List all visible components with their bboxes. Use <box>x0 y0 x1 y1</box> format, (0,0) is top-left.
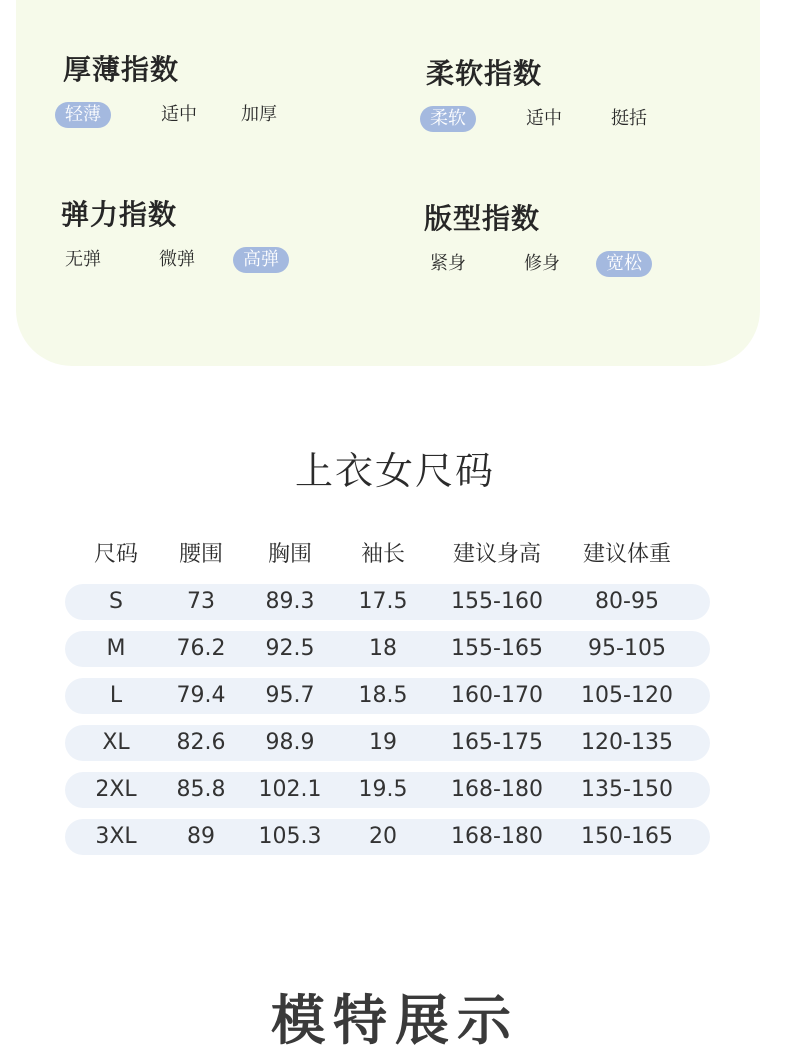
softness-option-soft: 柔软 <box>420 106 476 132</box>
fit-option-tight: 紧身 <box>430 253 466 274</box>
elasticity-options <box>61 247 381 273</box>
table-cell: 79.4 <box>176 683 226 708</box>
fit-option-slim: 修身 <box>524 253 560 274</box>
header-sleeve: 袖长 <box>360 542 406 567</box>
table-cell: 102.1 <box>258 777 322 802</box>
header-waist: 腰围 <box>178 542 224 567</box>
table-cell: 2XL <box>95 777 137 802</box>
fabric-index-panel <box>16 0 760 366</box>
table-cell: 95-105 <box>588 636 666 661</box>
model-display-title: 模特展示 <box>271 989 519 1052</box>
elasticity-index-title: 弹力指数 <box>61 198 178 231</box>
fit-options <box>424 251 744 277</box>
table-cell: 92.5 <box>265 636 315 661</box>
table-cell: 85.8 <box>176 777 226 802</box>
table-cell: 17.5 <box>358 589 408 614</box>
table-cell: 105.3 <box>258 824 322 849</box>
table-cell: 18.5 <box>358 683 408 708</box>
softness-options <box>426 106 746 132</box>
fit-option-loose: 宽松 <box>596 251 652 277</box>
table-cell: 135-150 <box>581 777 673 802</box>
table-cell: XL <box>102 730 130 755</box>
table-row <box>65 584 710 620</box>
thickness-option-thick: 加厚 <box>241 104 277 125</box>
softness-index-title: 柔软指数 <box>426 57 543 90</box>
table-cell: 89.3 <box>265 589 315 614</box>
table-cell: 19 <box>369 730 397 755</box>
table-cell: 89 <box>187 824 215 849</box>
table-cell: 95.7 <box>265 683 315 708</box>
size-chart-header <box>0 530 790 580</box>
table-row <box>65 819 710 855</box>
table-cell: 150-165 <box>581 824 673 849</box>
table-row <box>65 631 710 667</box>
table-cell: 168-180 <box>451 824 543 849</box>
table-row <box>65 725 710 761</box>
table-cell: L <box>109 683 123 708</box>
table-cell: M <box>106 636 126 661</box>
table-row <box>65 772 710 808</box>
table-row <box>65 678 710 714</box>
table-cell: 76.2 <box>176 636 226 661</box>
table-cell: 82.6 <box>176 730 226 755</box>
table-cell: 155-160 <box>451 589 543 614</box>
thickness-options <box>63 102 383 128</box>
table-cell: 73 <box>187 589 215 614</box>
header-size: 尺码 <box>93 542 139 567</box>
softness-option-medium: 适中 <box>526 108 562 129</box>
header-chest: 胸围 <box>267 542 313 567</box>
table-cell: 80-95 <box>595 589 659 614</box>
table-cell: 160-170 <box>451 683 543 708</box>
table-cell: 120-135 <box>581 730 673 755</box>
table-cell: 168-180 <box>451 777 543 802</box>
fit-index-title: 版型指数 <box>424 202 541 235</box>
table-cell: S <box>109 589 123 614</box>
size-chart-title: 上衣女尺码 <box>294 449 495 493</box>
header-weight: 建议体重 <box>582 542 672 567</box>
table-cell: 20 <box>369 824 397 849</box>
softness-option-stiff: 挺括 <box>611 108 647 129</box>
thickness-index-title: 厚薄指数 <box>63 53 180 86</box>
elasticity-option-high: 高弹 <box>233 247 289 273</box>
elasticity-option-none: 无弹 <box>65 249 101 270</box>
table-cell: 3XL <box>95 824 137 849</box>
table-cell: 155-165 <box>451 636 543 661</box>
elasticity-option-slight: 微弹 <box>159 249 195 270</box>
thickness-option-medium: 适中 <box>161 104 197 125</box>
table-cell: 105-120 <box>581 683 673 708</box>
table-cell: 165-175 <box>451 730 543 755</box>
thickness-option-light: 轻薄 <box>55 102 111 128</box>
table-cell: 18 <box>369 636 397 661</box>
table-cell: 19.5 <box>358 777 408 802</box>
table-cell: 98.9 <box>265 730 315 755</box>
header-height: 建议身高 <box>452 542 542 567</box>
